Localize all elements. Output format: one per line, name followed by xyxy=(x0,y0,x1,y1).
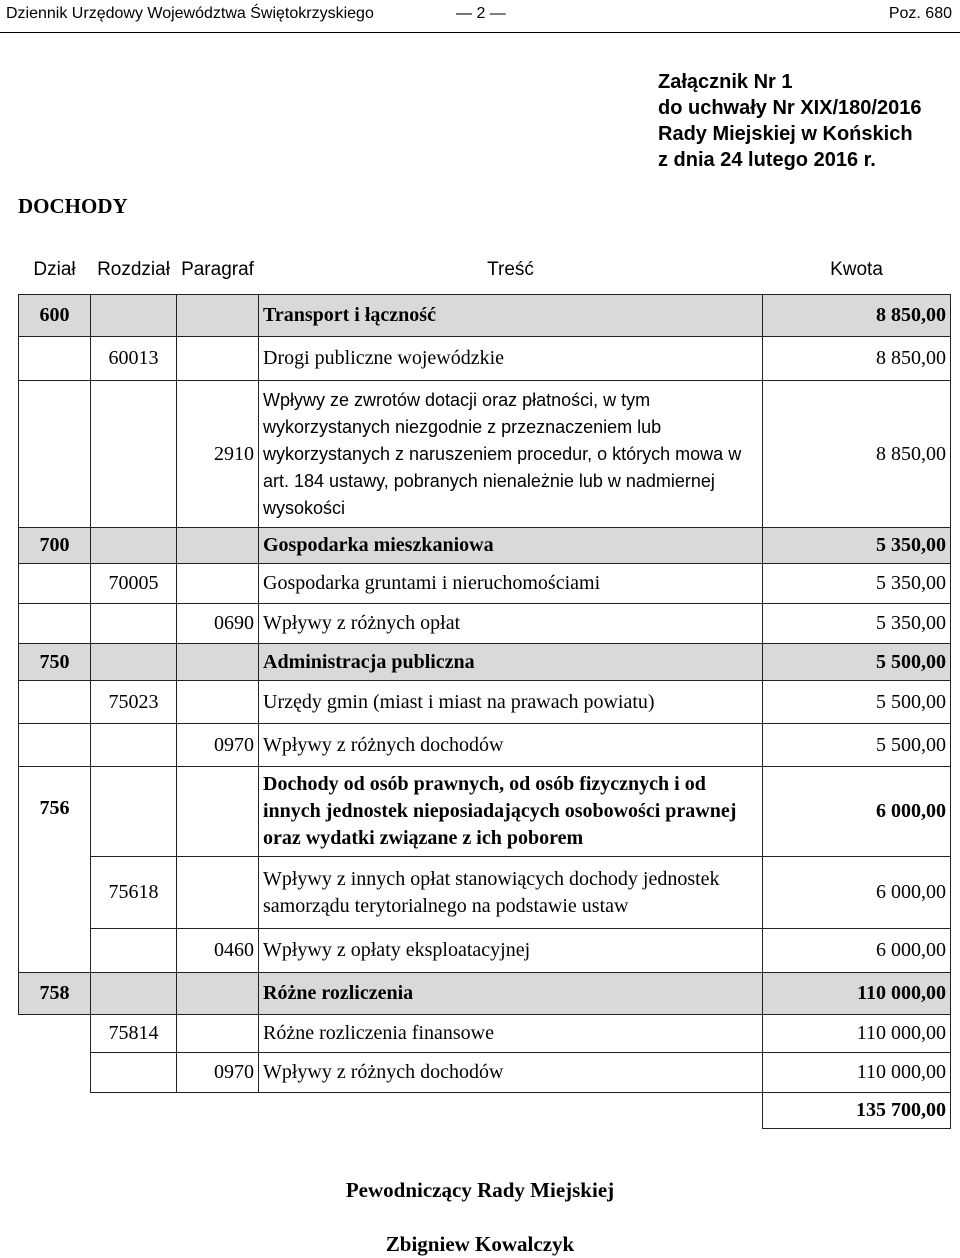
attachment-line-3: Rady Miejskiej w Końskich xyxy=(658,123,913,145)
dzial-cell xyxy=(19,381,91,528)
paragraf-cell xyxy=(177,337,259,381)
col-tresc: Treść xyxy=(487,259,534,280)
paragraf-cell: 0690 xyxy=(177,604,259,644)
col-rozdzial: Rozdział xyxy=(97,259,170,280)
table-row xyxy=(19,295,951,337)
dzial-cell: 750 xyxy=(19,644,91,681)
total-spacer xyxy=(19,1093,763,1129)
table-row xyxy=(19,337,951,381)
kwota-cell: 6 000,00 xyxy=(763,857,951,929)
dzial-cell: 756 xyxy=(19,767,91,973)
rozdzial-cell: 75618 xyxy=(91,857,177,929)
paragraf-cell xyxy=(177,857,259,929)
tresc-cell: Gospodarka mieszkaniowa xyxy=(259,528,763,564)
tresc-cell: Wpływy z różnych dochodów xyxy=(259,1053,763,1093)
table-row xyxy=(19,1015,951,1053)
total-amount: 135 700,00 xyxy=(763,1093,951,1129)
rozdzial-cell: 75023 xyxy=(91,681,177,724)
rozdzial-cell: 75814 xyxy=(91,1015,177,1053)
rozdzial-cell xyxy=(91,973,177,1015)
rozdzial-cell: 60013 xyxy=(91,337,177,381)
kwota-cell: 5 350,00 xyxy=(763,528,951,564)
rozdzial-cell xyxy=(91,1053,177,1093)
kwota-cell: 6 000,00 xyxy=(763,929,951,973)
rozdzial-cell xyxy=(91,528,177,564)
kwota-cell: 5 350,00 xyxy=(763,604,951,644)
table-row xyxy=(19,528,951,564)
rozdzial-cell xyxy=(91,295,177,337)
attachment-line-2: do uchwały Nr XIX/180/2016 xyxy=(658,97,922,119)
tresc-cell: Dochody od osób prawnych, od osób fizycznych i od innych jednostek nieposiadających osobowości prawnej oraz wydatki związane z ich poborem xyxy=(259,767,763,857)
table-row xyxy=(19,973,951,1015)
paragraf-cell: 0970 xyxy=(177,1053,259,1093)
rozdzial-cell xyxy=(91,724,177,767)
signature-name: Zbigniew Kowalczyk xyxy=(385,1232,575,1256)
paragraf-cell xyxy=(177,295,259,337)
paragraf-cell xyxy=(177,973,259,1015)
tresc-cell: Wpływy z różnych opłat xyxy=(259,604,763,644)
table-row xyxy=(19,767,951,857)
page-number: — 2 — xyxy=(456,5,506,22)
rozdzial-cell: 70005 xyxy=(91,564,177,604)
income-table xyxy=(18,246,951,1129)
dzial-cell xyxy=(19,337,91,381)
paragraf-cell xyxy=(177,644,259,681)
table-row xyxy=(19,644,951,681)
kwota-cell: 5 350,00 xyxy=(763,564,951,604)
paragraf-cell xyxy=(177,564,259,604)
col-dzial: Dział xyxy=(33,259,76,280)
table-row xyxy=(19,564,951,604)
tresc-cell: Transport i łączność xyxy=(259,295,763,337)
section-title: DOCHODY xyxy=(18,194,128,218)
tresc-cell: Wpływy ze zwrotów dotacji oraz płatności, w tym wykorzystanych niezgodnie z przeznaczeniem lub wykorzystanych z naruszeniem procedur, o których mowa w art. 184 ustawy, pobranych nienależnie lub w nadmiernej wysokości xyxy=(259,381,763,528)
dzial-cell xyxy=(19,604,91,644)
kwota-cell: 8 850,00 xyxy=(763,337,951,381)
paragraf-cell xyxy=(177,681,259,724)
kwota-cell: 110 000,00 xyxy=(763,1053,951,1093)
signature-title: Pewodniczący Rady Miejskiej xyxy=(345,1178,615,1202)
position-number: Poz. 680 xyxy=(888,5,952,22)
tresc-cell: Drogi publiczne wojewódzkie xyxy=(259,337,763,381)
table-header-row xyxy=(19,246,951,295)
kwota-cell: 8 850,00 xyxy=(763,381,951,528)
table-row xyxy=(19,381,951,528)
rozdzial-cell xyxy=(91,604,177,644)
tresc-cell: Różne rozliczenia finansowe xyxy=(259,1015,763,1053)
table-row xyxy=(19,1053,951,1093)
table-row xyxy=(19,724,951,767)
dzial-cell xyxy=(19,681,91,724)
rozdzial-cell xyxy=(91,767,177,857)
paragraf-cell xyxy=(177,1015,259,1053)
rozdzial-cell xyxy=(91,644,177,681)
rozdzial-cell xyxy=(91,381,177,528)
dzial-cell xyxy=(19,724,91,767)
tresc-cell: Wpływy z innych opłat stanowiących dochody jednostek samorządu terytorialnego na podstawie ustaw xyxy=(259,857,763,929)
journal-title: Dziennik Urzędowy Województwa Świętokrzyskiego xyxy=(6,5,374,22)
kwota-cell: 5 500,00 xyxy=(763,681,951,724)
attachment-block xyxy=(658,69,921,173)
kwota-cell: 110 000,00 xyxy=(763,1015,951,1053)
kwota-cell: 5 500,00 xyxy=(763,724,951,767)
dzial-cell xyxy=(19,1015,91,1093)
kwota-cell: 5 500,00 xyxy=(763,644,951,681)
paragraf-cell: 0970 xyxy=(177,724,259,767)
attachment-line-1: Załącznik Nr 1 xyxy=(658,71,793,93)
col-paragraf: Paragraf xyxy=(181,259,254,280)
paragraf-cell xyxy=(177,767,259,857)
col-kwota: Kwota xyxy=(830,259,883,280)
tresc-cell: Różne rozliczenia xyxy=(259,973,763,1015)
table-row xyxy=(19,681,951,724)
paragraf-cell: 0460 xyxy=(177,929,259,973)
total-row xyxy=(19,1093,951,1129)
rozdzial-cell xyxy=(91,929,177,973)
dzial-cell: 700 xyxy=(19,528,91,564)
paragraf-cell xyxy=(177,528,259,564)
tresc-cell: Urzędy gmin (miast i miast na prawach powiatu) xyxy=(259,681,763,724)
dzial-cell xyxy=(19,564,91,604)
kwota-cell: 8 850,00 xyxy=(763,295,951,337)
paragraf-cell: 2910 xyxy=(177,381,259,528)
attachment-line-4: z dnia 24 lutego 2016 r. xyxy=(658,149,876,171)
tresc-cell: Gospodarka gruntami i nieruchomościami xyxy=(259,564,763,604)
dzial-cell: 758 xyxy=(19,973,91,1015)
tresc-cell: Wpływy z opłaty eksploatacyjnej xyxy=(259,929,763,973)
dzial-cell: 600 xyxy=(19,295,91,337)
tresc-cell: Administracja publiczna xyxy=(259,644,763,681)
table-row xyxy=(19,857,951,929)
table-row xyxy=(19,929,951,973)
tresc-cell: Wpływy z różnych dochodów xyxy=(259,724,763,767)
table-row xyxy=(19,604,951,644)
kwota-cell: 6 000,00 xyxy=(763,767,951,857)
kwota-cell: 110 000,00 xyxy=(763,973,951,1015)
page-header xyxy=(0,0,960,33)
